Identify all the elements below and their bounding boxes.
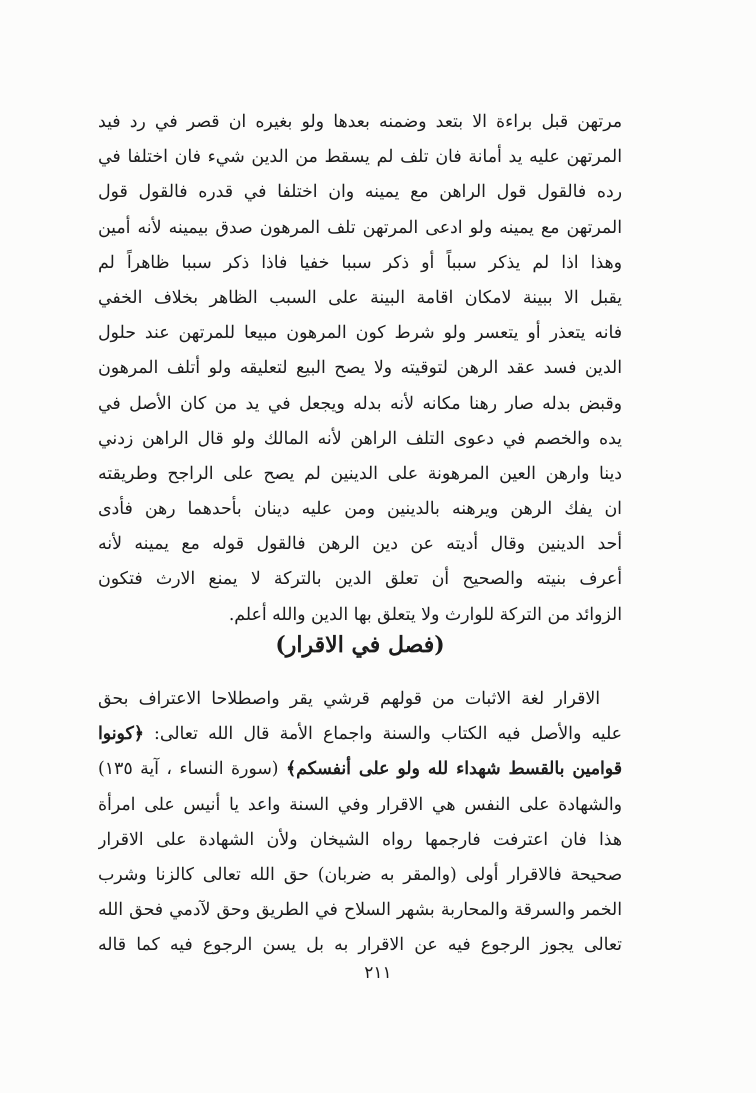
quran-quote-end: قوامين بالقسط شهداء لله ولو على أنفسكم﴾: [286, 759, 622, 780]
text-line: الزوائد من التركة للوارث ولا يتعلق بها الدين والله أعلم.: [228, 604, 622, 625]
text-line: الدين فسد عقد الرهن لتوقيته ولا يصح البيع لتعليقه ولو أتلف المرهون: [98, 358, 622, 379]
text-line: يقبل الا ببينة لامكان اقامة البينة على السبب الظاهر بخلاف الخفي: [98, 287, 622, 308]
text-line: يده والخصم في دعوى التلف الراهن لأنه المالك ولو قال الراهن زدني: [98, 428, 622, 449]
text-line: رده فالقول قول الراهن مع يمينه وان اختلفا في قدره فالقول قول: [98, 182, 622, 203]
text-line: دينا وارهن العين المرهونة على الدينين لم يصح على الراجح وطريقته: [98, 463, 622, 484]
text-line: [98, 717, 622, 752]
line-text: الاقرار لغة الاثبات من قولهم قرشي يقر واصطلاحا الاعتراف بحق: [98, 689, 600, 709]
text-line: والشهادة على النفس هي الاقرار وفي السنة واعد يا أنيس على امرأة: [98, 794, 622, 815]
paragraph-top: [98, 105, 622, 633]
text-line: فانه يتعذر أو يتعسر ولو شرط كون المرهون مبيعا للمرتهن عند حلول: [98, 323, 622, 344]
text-line: وقبض بدله صار رهنا مكانه لأنه بدله ويجعل في يد من كان الأصل في: [98, 393, 622, 414]
text-line: المرتهن مع يمينه ولو ادعى المرتهن تلف المرهون صدق بيمينه لأنه أمين: [98, 217, 622, 238]
text-line: أحد الدينين وقال أديته عن دين الرهن فالقول قوله مع يمينه لأنه: [98, 534, 622, 555]
paragraph-bottom: [98, 682, 622, 964]
text-line: المرتهن عليه يد أمانة فان تلف لم يسقط من الدين شيء فان اختلفا في: [98, 147, 622, 168]
line-text: عليه والأصل فيه الكتاب والسنة واجماع الأمة قال الله تعالى:: [154, 724, 622, 745]
text-line: صحيحة فالاقرار أولى (والمقر به ضربان) حق الله تعالى كالزنا وشرب: [98, 864, 622, 885]
text-line: [98, 682, 622, 717]
text-line: [98, 752, 622, 787]
text-line: أعرف بنيته والصحيح أن تعلق الدين بالتركة لا يمنع الارث فتكون: [98, 569, 622, 590]
text-line: تعالى يجوز الرجوع فيه عن الاقرار به بل يسن الرجوع فيه كما قاله: [98, 935, 622, 956]
text-line: هذا فان اعترفت فارجمها رواه الشيخان ولأن الشهادة على الاقرار: [98, 829, 622, 850]
text-line: الخمر والسرقة والمحاربة بشهر السلاح في الطريق وحق لآدمي فحق الله: [98, 900, 622, 921]
text-line: وهذا اذا لم يذكر سبباً أو ذكر سببا خفيا فاذا ذكر سببا ظاهراً لم: [98, 252, 622, 273]
section-heading: (فصل في الاقرار): [275, 632, 445, 658]
quran-reference: (سورة النساء ، آية ١٣٥): [98, 759, 279, 780]
text-line: ان يفك الرهن ويرهنه بالدينين ومن عليه دينان بأحدهما رهن فأدى: [98, 499, 622, 520]
text-line: مرتهن قبل براءة الا بتعد وضمنه بعدها ولو بغيره ان قصر في رد فيد: [98, 112, 622, 132]
page-number: ٢١١: [364, 963, 392, 983]
quran-quote-start: ﴿كونوا: [98, 724, 144, 745]
